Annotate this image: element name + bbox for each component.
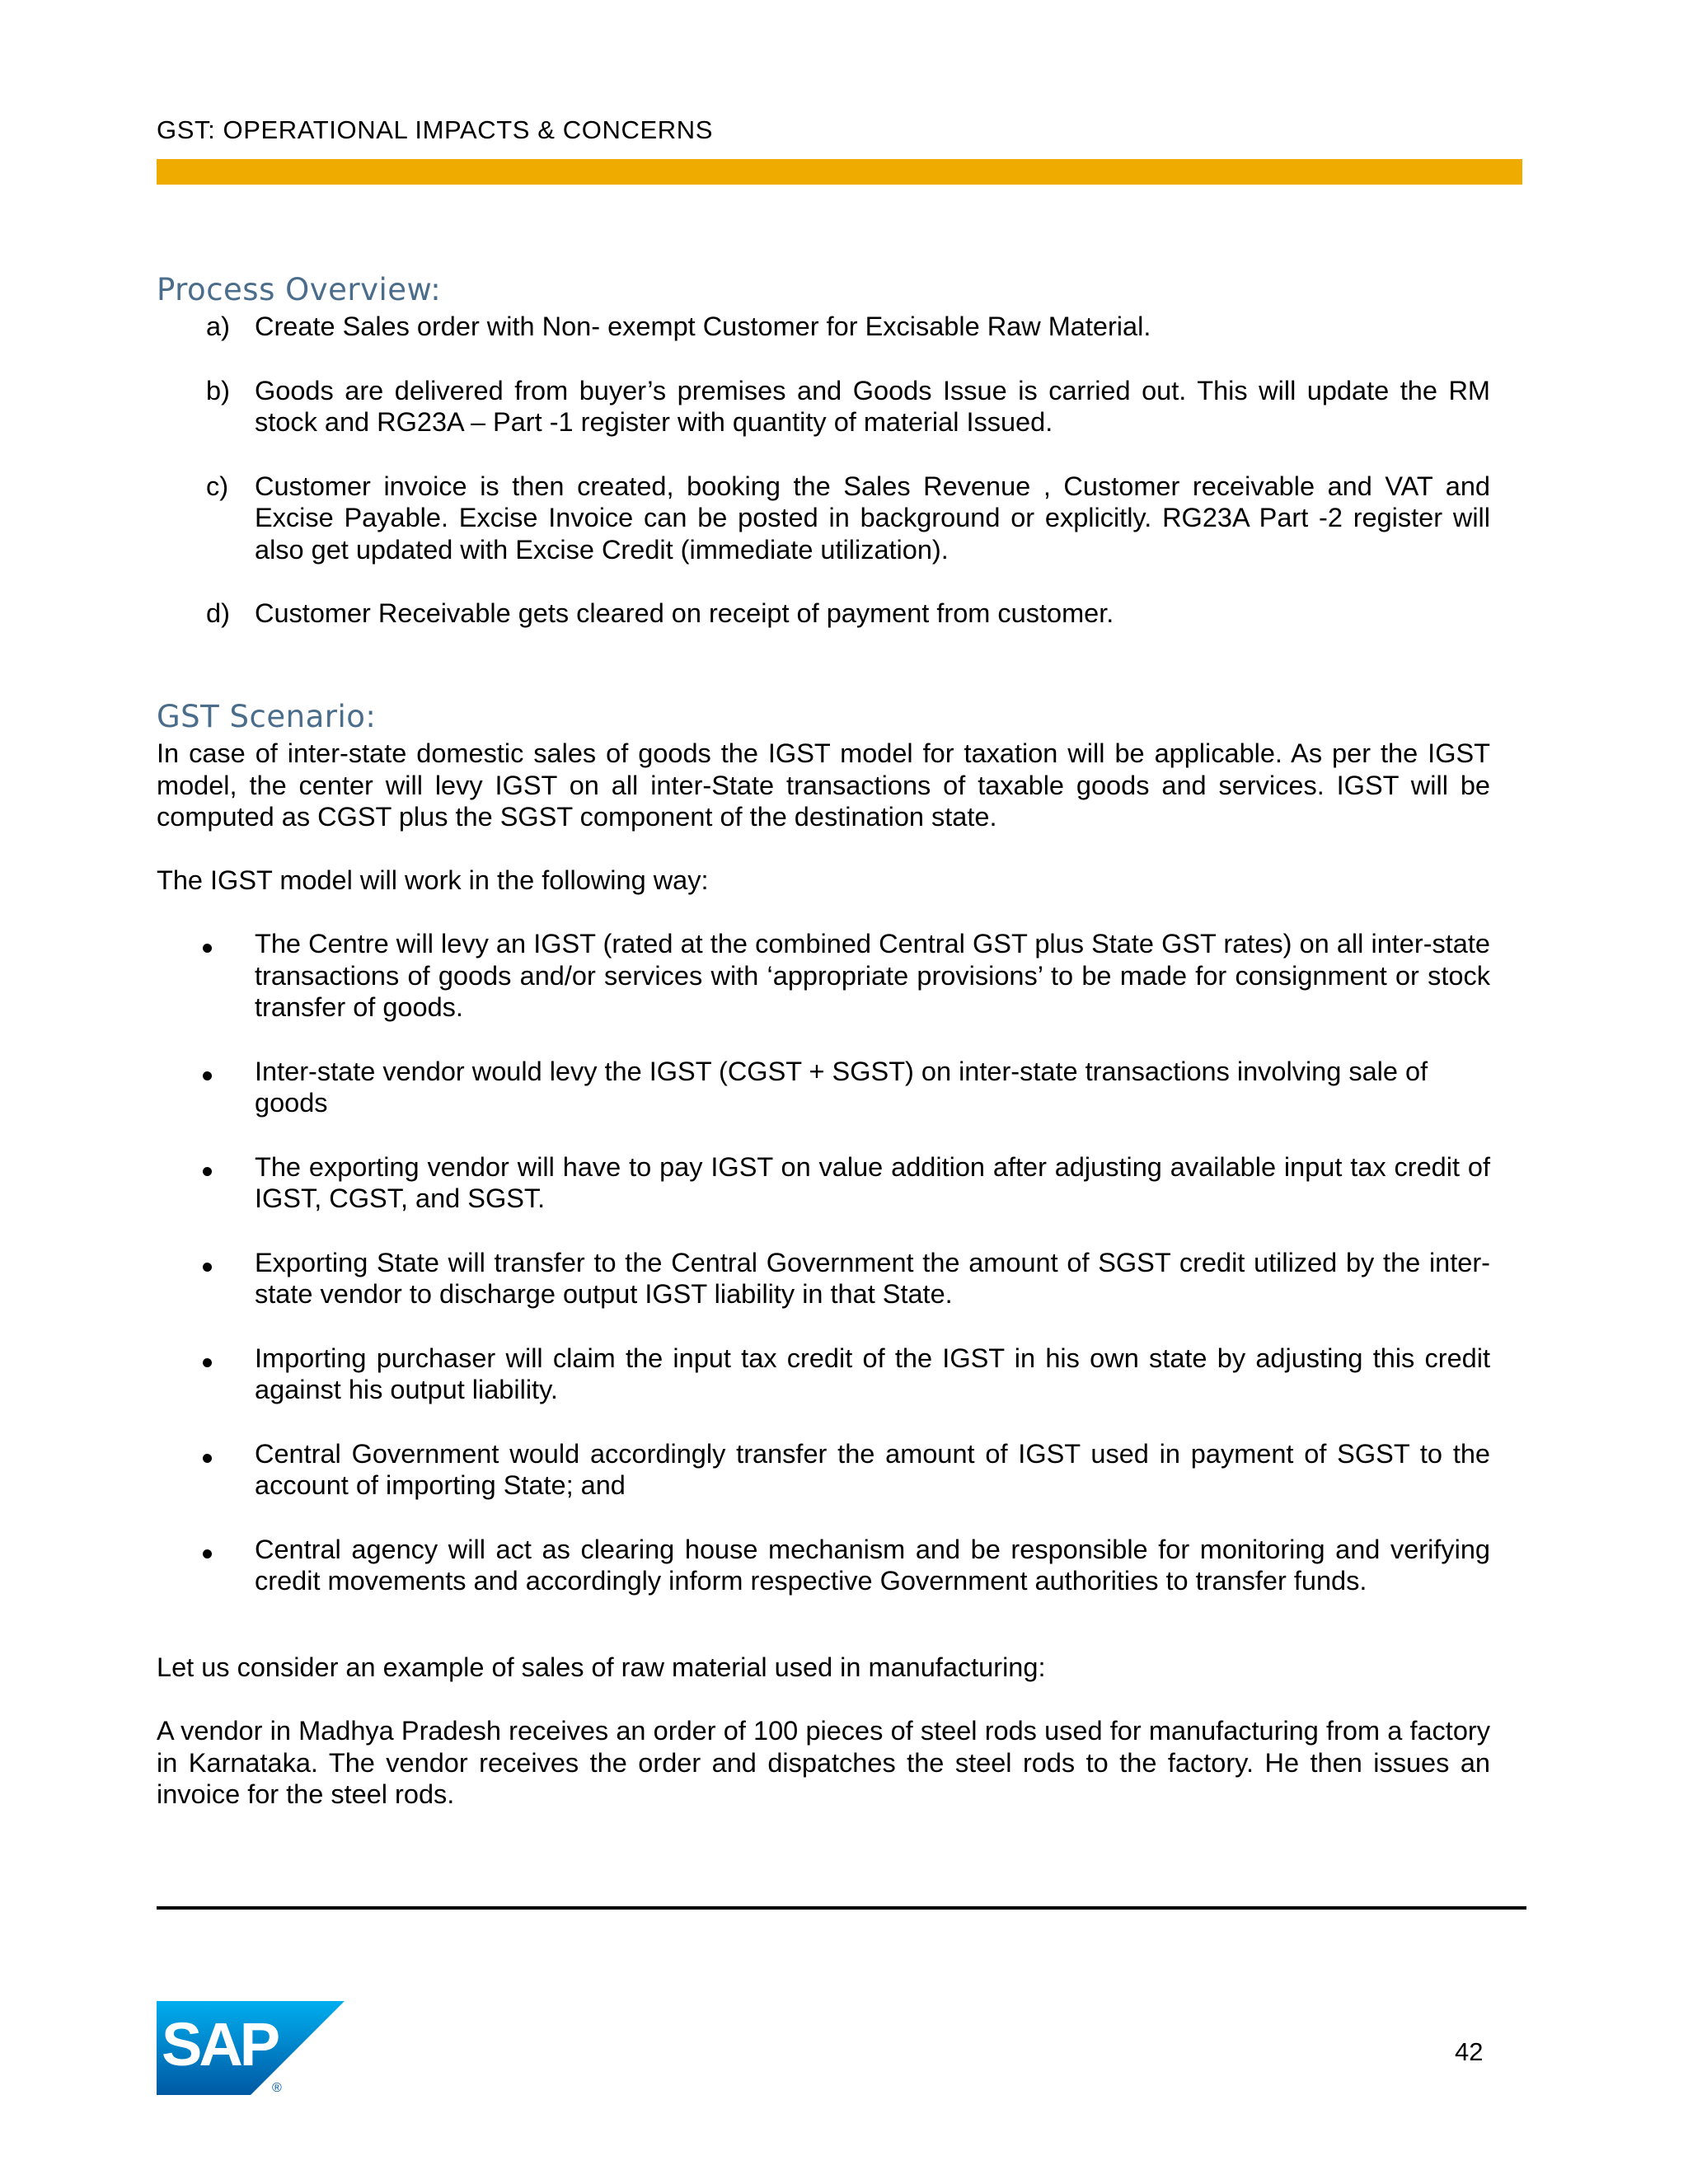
list-marker: b) (206, 375, 230, 405)
igst-model-bullets (157, 928, 1490, 1629)
running-header: GST: OPERATIONAL IMPACTS & CONCERNS (157, 115, 713, 144)
bullet-icon (157, 1151, 255, 1215)
list-item (157, 1534, 1490, 1597)
list-item (157, 598, 1490, 630)
example-intro-paragraph: Let us consider an example of sales of raw material used in manufacturing: (157, 1652, 1046, 1682)
list-item-text: Create Sales order with Non- exempt Customer for Excisable Raw Material. (255, 312, 1151, 341)
list-marker: d) (206, 598, 230, 628)
list-item-text: Exporting State will transfer to the Central Government the amount of SGST credit utilized by the inter-state vendor to discharge output IGST liability in that State. (255, 1247, 1490, 1309)
header-accent-bar (157, 159, 1522, 185)
sap-logo (157, 2001, 345, 2095)
list-item-text: Customer invoice is then created, booking the Sales Revenue , Customer receivable and VAT and Excise Payable. Excise Invoice can be posted in background or explicitly. RG23A Part -2 register will also get updated with Excise Credit (immediate utilization). (255, 471, 1490, 565)
bullet-icon (157, 1438, 255, 1502)
list-item (157, 928, 1490, 1024)
list-item (157, 311, 1490, 343)
footer-divider (157, 1906, 1526, 1910)
bullet-icon (157, 1056, 255, 1119)
igst-model-intro: The IGST model will work in the following way: (157, 865, 709, 895)
list-item (157, 1151, 1490, 1215)
gst-scenario-heading: GST Scenario: (157, 699, 377, 734)
bullet-icon (157, 928, 255, 1024)
bullet-icon (157, 1247, 255, 1310)
list-item (157, 1343, 1490, 1406)
example-paragraph: A vendor in Madhya Pradesh receives an order of 100 pieces of steel rods used for manufacturing from a factory in Karnataka. The vendor receives the order and dispatches the steel rods to the factory. He then issues an invoice for the steel rods. (157, 1716, 1490, 1809)
list-item (157, 1438, 1490, 1502)
process-steps-list (157, 311, 1490, 662)
list-marker: a) (206, 312, 230, 341)
bullet-icon (157, 1534, 255, 1597)
bullet-icon (157, 1343, 255, 1406)
sap-logo-text: SAP (162, 2010, 278, 2079)
list-item-text: Goods are delivered from buyer’s premises and Goods Issue is carried out. This will update the RM stock and RG23A – Part -1 register with quantity of material Issued. (255, 375, 1490, 437)
list-item-text: Central Government would accordingly transfer the amount of IGST used in payment of SGST to the account of importing State; and (255, 1438, 1490, 1500)
list-item (157, 1247, 1490, 1310)
process-overview-heading: Process Overview: (157, 272, 442, 307)
list-item-text: Inter-state vendor would levy the IGST (CGST + SGST) on inter-state transactions involving sale of goods (255, 1056, 1428, 1118)
list-item (157, 375, 1490, 438)
list-item-text: The exporting vendor will have to pay IGST on value addition after adjusting available input tax credit of IGST, CGST, and SGST. (255, 1151, 1490, 1213)
list-marker: c) (206, 471, 229, 501)
list-item-text: The Centre will levy an IGST (rated at the combined Central GST plus State GST rates) on all inter-state transactions of goods and/or services with ‘appropriate provisions’ to be made for consignment or stock transfer of goods. (255, 929, 1490, 1022)
page-number: 42 (1455, 2037, 1484, 2066)
list-item (157, 471, 1490, 566)
list-item-text: Central agency will act as clearing house mechanism and be responsible for monitoring and verifying credit movements and accordingly inform respective Government authorities to transfer funds. (255, 1534, 1490, 1596)
list-item-text: Importing purchaser will claim the input tax credit of the IGST in his own state by adjusting this credit against his output liability. (255, 1343, 1490, 1404)
list-item-text: Customer Receivable gets cleared on receipt of payment from customer. (255, 598, 1114, 628)
list-item (157, 1056, 1490, 1119)
gst-intro-paragraph: In case of inter-state domestic sales of goods the IGST model for taxation will be applicable. As per the IGST model, the center will levy IGST on all inter-State transactions of taxable goods and services. IGST will be computed as CGST plus the SGST component of the destination state. (157, 738, 1490, 832)
registered-mark: ® (272, 2081, 282, 2095)
